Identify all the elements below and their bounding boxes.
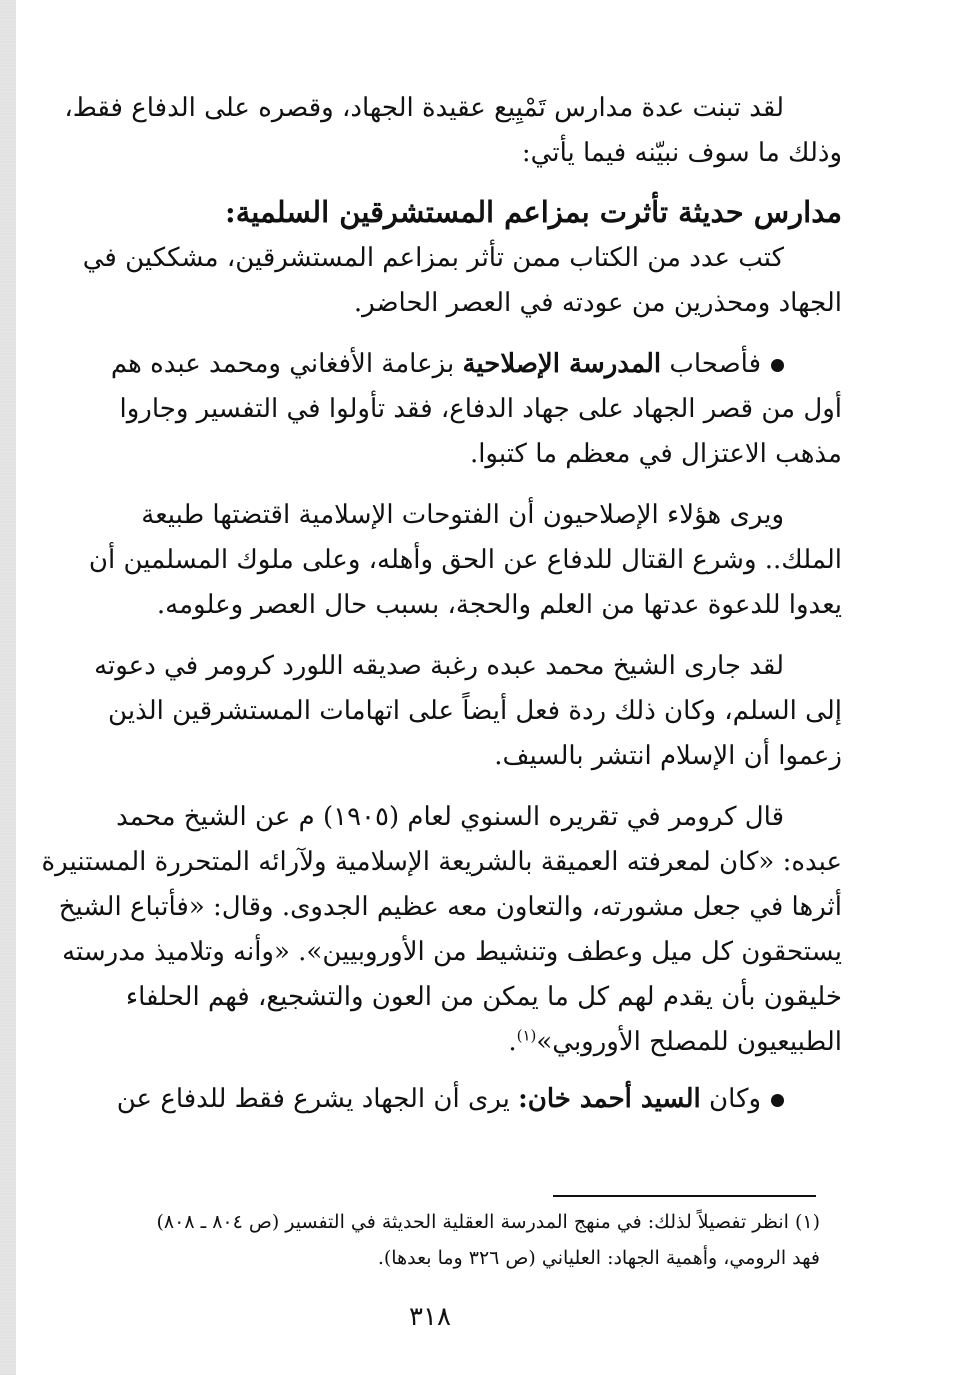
- text-line: قال كرومر في تقريره السنوي لعام (١٩٠٥) م عن الشيخ محمد: [116, 802, 784, 832]
- bullet-icon: [771, 359, 784, 372]
- bullet-paragraph-1: [42, 342, 842, 477]
- text-line: خليقون بأن يقدم لهم كل ما يمكن من العون والتشجيع، فهم الحلفاء: [125, 982, 842, 1012]
- text-line: يعدوا للدعوة عدتها من العلم والحجة، بسبب حال العصر وعلومه.: [156, 590, 842, 620]
- quote-end-text: الطبيعيون للمصلح الأوروبي»: [536, 1027, 842, 1057]
- footnote-line: (١) انظر تفصيلاً لذلك: في منهج المدرسة العقلية الحديثة في التفسير (ص ٨٠٤ ـ ٨٠٨): [156, 1211, 820, 1233]
- text-line: [42, 1020, 842, 1065]
- paragraph-2: [42, 493, 842, 628]
- text-line: [42, 342, 842, 387]
- footnotes: [42, 1204, 820, 1276]
- text-line: ويرى هؤلاء الإصلاحيون أن الفتوحات الإسلامية اقتضتها طبيعة: [141, 500, 784, 530]
- sentence-end: .: [508, 1027, 517, 1057]
- bullet-paragraph-2: [42, 1077, 842, 1122]
- paragraph-4-quote: [42, 795, 842, 1065]
- text-line: أثرها في جعل مشورته، والتعاون معه عظيم الجدوى. وقال: «فأتباع الشيخ: [58, 892, 842, 922]
- bold-term: المدرسة الإصلاحية: [462, 349, 662, 379]
- footnote-divider: [553, 1195, 816, 1197]
- paragraph-1: [42, 236, 842, 326]
- footnote-reference: (١): [516, 1026, 537, 1045]
- text-line: يستحقون كل ميل وعطف وتنشيط من الأوروبيين». «وأنه وتلاميذ مدرسته: [62, 937, 842, 967]
- bullet-lead: فأصحاب: [669, 349, 761, 379]
- text-line: لقد جارى الشيخ محمد عبده رغبة صديقه اللورد كرومر في دعوته: [94, 651, 784, 681]
- section-heading: مدارس حديثة تأثرت بمزاعم المستشرقين السلمية:: [225, 195, 842, 229]
- text-line: لقد تبنت عدة مدارس تَمْيِيع عقيدة الجهاد، وقصره على الدفاع فقط،: [64, 93, 784, 123]
- text-line: الجهاد ومحذرين من عودته في العصر الحاضر.: [353, 288, 842, 318]
- text-line: وذلك ما سوف نبيّنه فيما يأتي:: [521, 138, 842, 168]
- bullet-rest: بزعامة الأفغاني ومحمد عبده هم: [110, 349, 455, 379]
- page-body: [42, 86, 842, 1122]
- page-binding-edge: [0, 0, 16, 1375]
- text-line: زعموا أن الإسلام انتشر بالسيف.: [494, 741, 842, 771]
- text-line: عبده: «كان لمعرفته العميقة بالشريعة الإسلامية ولآرائه المتحررة المستنيرة: [41, 847, 842, 877]
- bold-term: السيد أحمد خان:: [518, 1084, 701, 1114]
- text-line: أول من قصر الجهاد على جهاد الدفاع، فقد تأولوا في التفسير وجاروا: [119, 394, 842, 424]
- text-line: الملك.. وشرع القتال للدفاع عن الحق وأهله، وعلى ملوك المسلمين أن: [88, 545, 842, 575]
- paragraph-3: [42, 644, 842, 779]
- bullet-lead: وكان: [709, 1084, 761, 1114]
- page-number: ٣١٨: [409, 1302, 451, 1332]
- text-line: إلى السلم، وكان ذلك ردة فعل أيضاً على اتهامات المستشرقين الذين: [108, 696, 842, 726]
- text-line: [42, 1077, 842, 1122]
- bullet-rest: يرى أن الجهاد يشرع فقط للدفاع عن: [116, 1084, 510, 1114]
- intro-paragraph: [42, 86, 842, 176]
- text-line: مذهب الاعتزال في معظم ما كتبوا.: [469, 439, 842, 469]
- bullet-icon: [771, 1094, 784, 1107]
- footnote-line: فهد الرومي، وأهمية الجهاد: العلياني (ص ٣٢٦ وما بعدها).: [377, 1247, 820, 1269]
- text-line: كتب عدد من الكتاب ممن تأثر بمزاعم المستشرقين، مشككين في: [82, 243, 784, 273]
